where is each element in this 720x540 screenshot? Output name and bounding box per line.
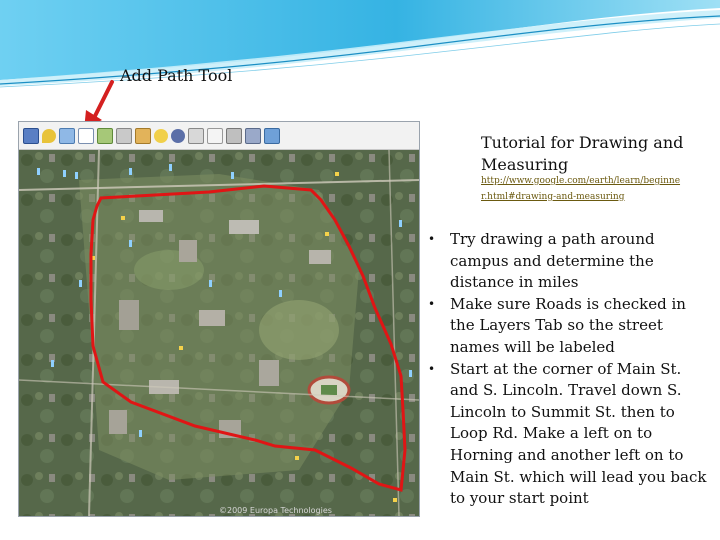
view-in-maps-icon[interactable] — [264, 128, 280, 144]
print-icon[interactable] — [226, 128, 242, 144]
switch-to-sky-icon[interactable] — [171, 129, 185, 143]
placemark-icon[interactable] — [42, 129, 56, 143]
record-tour-icon[interactable] — [116, 128, 132, 144]
hide-sidebar-icon[interactable] — [23, 128, 39, 144]
instruction-list — [424, 229, 714, 510]
add-path-icon[interactable] — [78, 128, 94, 144]
image-overlay-icon[interactable] — [97, 128, 113, 144]
header-swoosh — [0, 0, 720, 90]
save-image-icon[interactable] — [245, 128, 261, 144]
instruction-item: • Start at the corner of Main St. and S. Lincoln. Travel down S. Lincoln to Summit St. then to Loop Rd. Make a left on to Horning and another left on to Main St. which will lead you back to your start point — [424, 359, 714, 510]
instruction-item: • Try drawing a path around campus and determine the distance in miles — [424, 229, 714, 294]
map-toolbar — [19, 122, 419, 150]
historical-imagery-icon[interactable] — [135, 128, 151, 144]
add-path-tool-label: Add Path Tool — [120, 66, 233, 85]
map-credit: ©2009 Europa Technologies — [219, 506, 332, 515]
tutorial-title: Tutorial for Drawing and Measuring — [481, 133, 684, 174]
ruler-icon[interactable] — [188, 128, 204, 144]
satellite-map[interactable] — [19, 150, 419, 516]
email-icon[interactable] — [207, 128, 223, 144]
map-screenshot — [18, 121, 420, 517]
sun-icon[interactable] — [154, 129, 168, 143]
tutorial-link[interactable]: http://www.google.com/earth/learn/beginner.html#drawing-and-measuring — [481, 176, 681, 202]
instruction-item: • Make sure Roads is checked in the Layers Tab so the street names will be labeled — [424, 294, 714, 359]
polygon-icon[interactable] — [59, 128, 75, 144]
